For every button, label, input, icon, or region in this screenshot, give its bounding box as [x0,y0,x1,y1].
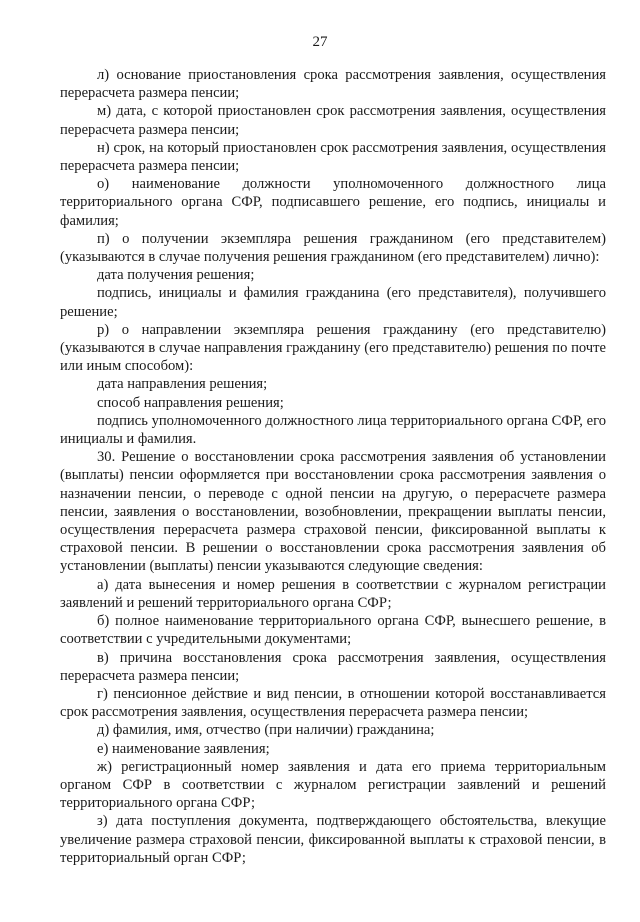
paragraph-r: р) о направлении экземпляра решения гражданину (его представителю) (указываются в случае направления гражданину (его представителю) решения по почте или иным способом): [60,321,606,375]
paragraph-m: м) дата, с которой приостановлен срок рассмотрения заявления, осуществления перерасчета размера пенсии; [60,103,606,138]
paragraph-d: д) фамилия, имя, отчество (при наличии) гражданина; [97,722,435,739]
paragraph-r-signature: подпись уполномоченного должностного лица территориального органа СФР, его инициалы и фамилия. [60,412,606,448]
paragraph-b: б) полное наименование территориального органа СФР, вынесшего решение, в соответствии с учредительными документами; [60,613,606,648]
paragraph-z: з) дата поступления документа, подтверждающего обстоятельства, влекущие увеличение размера страховой пенсии, фиксированной выплаты к страховой пенсии, в территориальный орган СФР; [60,813,606,866]
document-body [60,66,606,867]
paragraph-e: е) наименование заявления; [97,740,270,757]
paragraph-a: а) дата вынесения и номер решения в соответствии с журналом регистрации заявлений и решений территориального органа СФР; [60,576,606,611]
paragraph-p: п) о получении экземпляра решения гражданином (его представителем) (указываются в случае получения решения гражданином (его представителем) лично): [60,230,606,266]
paragraph-v: в) причина восстановления срока рассмотрения заявления, осуществления перерасчета размера пенсии; [60,649,606,684]
paragraph-r-method: способ направления решения; [97,394,284,411]
paragraph-n: н) срок, на который приостановлен срок рассмотрения заявления, осуществления перерасчета размера пенсии; [60,139,606,175]
paragraph-r-date: дата направления решения; [97,376,268,393]
paragraph-zh: ж) регистрационный номер заявления и дата его приема территориальным органом СФР в соответствии с журналом регистрации заявлений и решений территориального органа СФР; [60,758,606,812]
page-number: 27 [312,34,328,50]
paragraph-g: г) пенсионное действие и вид пенсии, в отношении которой восстанавливается срок рассмотрения заявления, осуществления перерасчета размера пенсии; [60,685,606,721]
paragraph-o: о) наименование должности уполномоченного должностного лица территориального органа СФР, подписавшего решение, его подпись, инициалы и фамилия; [60,176,606,229]
paragraph-30: 30. Решение о восстановлении срока рассмотрения заявления об установлении (выплаты) пенсии оформляется при восстановлении срока рассмотрения заявления о назначении пенсии, о переводе с одной пенсии на другую, о перерасчете размера пенсии, заявления о восстановлении, возобновлении, прекращении выплаты пенсии, осуществления перерасчета размера страховой пенсии, фиксированной выплаты к страховой пенсии. В решении о восстановлении срока рассмотрения заявления об установлении (выплаты) пенсии указываются следующие сведения: [60,449,606,575]
paragraph-l: л) основание приостановления срока рассмотрения заявления, осуществления перерасчета размера пенсии; [60,67,606,102]
paragraph-p-signature: подпись, инициалы и фамилия гражданина (его представителя), получившего решение; [60,285,606,320]
paragraph-p-date: дата получения решения; [97,267,255,284]
